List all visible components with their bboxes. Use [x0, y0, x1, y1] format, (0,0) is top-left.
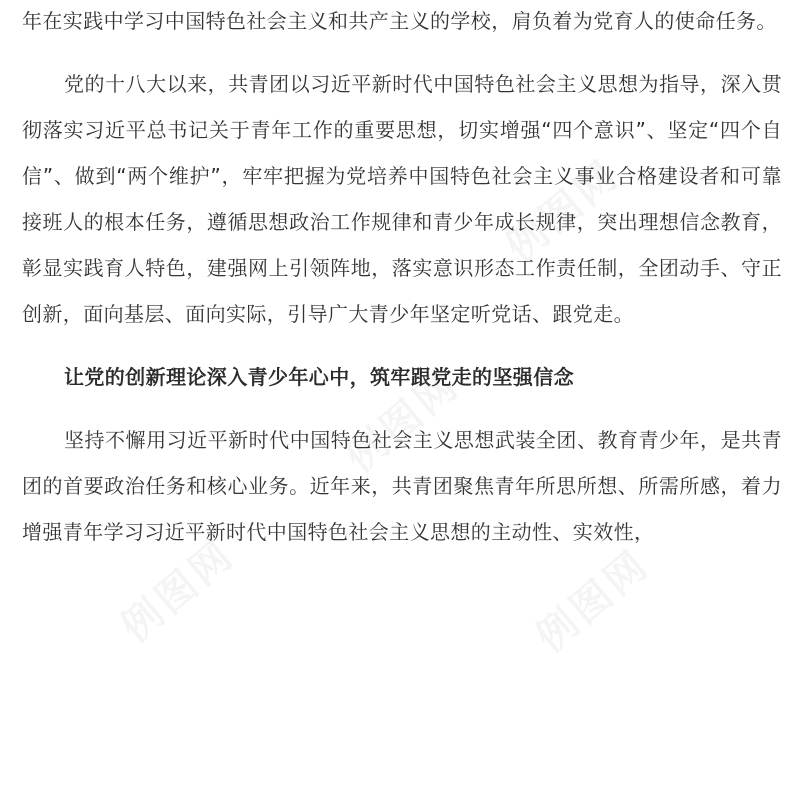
paragraph: 年在实践中学习中国特色社会主义和共产主义的学校，肩负着为党育人的使命任务。 [22, 9, 777, 33]
paragraph: 党的十八大以来，共青团以习近平新时代中国特色社会主义思想为指导，深入贯彻落实习近平总书记关于青年工作的重要思想，切实增强“四个意识”、坚定“四个自信”、做到“两个维护”，牢牢把握为党培养中国特色社会主义事业合格建设者和可靠接班人的根本任务，遵循思想政治工作规律和青少年成长规律，突出理想信念教育，彰显实践育人特色，建强网上引领阵地，落实意识形态工作责任制，全团动手、守正创新，面向基层、面向实际，引导广大青少年坚定听党话、跟党走。 [22, 72, 782, 326]
article-body [22, 0, 782, 572]
paragraph: 坚持不懈用习近平新时代中国特色社会主义思想武装全团、教育青少年，是共青团的首要政治任务和核心业务。近年来，共青团聚焦青年所思所想、所需所感，着力增强青年学习习近平新时代中国特色社会主义思想的主动性、实效性， [22, 428, 782, 544]
section-heading: 让党的创新理论深入青少年心中，筑牢跟党走的坚强信念 [64, 365, 574, 389]
